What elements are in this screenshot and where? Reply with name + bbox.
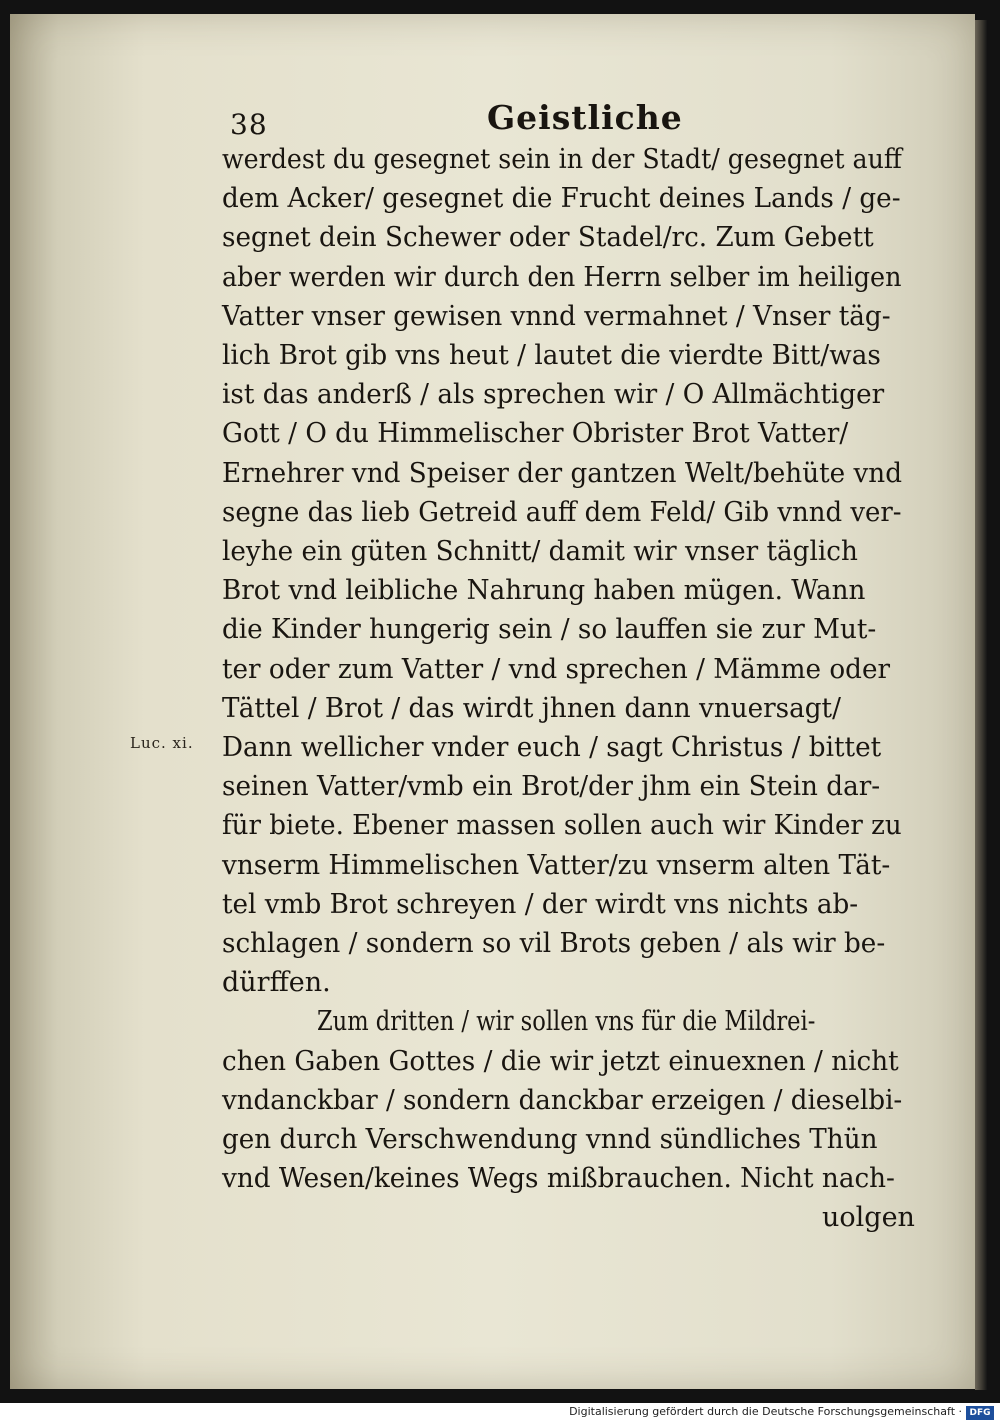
text-line: werdest du gesegnet sein in der Stadt/ gesegnet auff [222, 144, 902, 175]
text-line: gen durch Verschwendung vnnd sündliches Thün [222, 1124, 878, 1155]
catchword: uolgen [822, 1202, 915, 1234]
text-line: Gott / O du Himmelischer Obrister Brot Vatter/ [222, 418, 849, 450]
text-line: schlagen / sondern so vil Brots geben / als wir be- [222, 928, 886, 959]
text-line: leyhe ein güten Schnitt/ damit wir vnser täglich [222, 536, 858, 567]
text-line: tel vmb Brot schreyen / der wirdt vns nichts ab- [222, 888, 859, 920]
text-line: Zum dritten / wir sollen vns für die Mildrei- [317, 1006, 816, 1038]
text-line: vnserm Himmelischen Vatter/zu vnserm alten Tät- [222, 849, 891, 881]
text-line: Brot vnd leibliche Nahrung haben mügen. Wann [222, 575, 866, 607]
text-line: vnd Wesen/keines Wegs mißbrauchen. Nicht nach- [222, 1163, 895, 1195]
text-line: lich Brot gib vns heut / lautet die vierdte Bitt/was [222, 340, 881, 371]
footer-bar [0, 1403, 1000, 1424]
text-line: dem Acker/ gesegnet die Frucht deines Lands / ge- [222, 183, 901, 215]
dfg-logo: DFG [966, 1406, 994, 1420]
text-line: die Kinder hungerig sein / so lauffen sie zur Mut- [222, 614, 877, 646]
text-line: seinen Vatter/vmb ein Brot/der jhm ein Stein dar- [222, 771, 881, 803]
text-line: aber werden wir durch den Herrn selber im heiligen [222, 261, 902, 293]
funding-credit: Digitalisierung gefördert durch die Deutsche Forschungsgemeinschaft · [569, 1405, 962, 1418]
text-line: vndanckbar / sondern danckbar erzeigen / dieselbi- [222, 1084, 903, 1116]
text-line: segne das lieb Getreid auff dem Feld/ Gib vnnd ver- [222, 496, 902, 528]
running-head: Geistliche [487, 98, 683, 137]
text-line: für biete. Ebener massen sollen auch wir Kinder zu [222, 810, 902, 842]
text-line: segnet dein Schewer oder Stadel/rc. Zum Gebett [222, 222, 874, 254]
text-line: dürffen. [222, 967, 331, 999]
text-line: Dann wellicher vnder euch / sagt Christus / bittet [222, 732, 882, 763]
text-line: ter oder zum Vatter / vnd sprechen / Mämme oder [222, 653, 891, 685]
page-edge [975, 20, 987, 1390]
page-number: 38 [230, 108, 268, 141]
text-line: ist das anderß / als sprechen wir / O Allmächtiger [222, 379, 885, 411]
text-line: Ernehrer vnd Speiser der gantzen Welt/behüte vnd [222, 457, 902, 489]
text-line: Vatter vnser gewisen vnnd vermahnet / Vnser täg- [222, 300, 891, 332]
text-line: chen Gaben Gottes / die wir jetzt einuexnen / nicht [222, 1045, 899, 1077]
body-text [222, 140, 937, 1234]
margin-note: Luc. xi. [130, 734, 194, 752]
text-line: Tättel / Brot / das wirdt jhnen dann vnuersagt/ [222, 692, 841, 724]
